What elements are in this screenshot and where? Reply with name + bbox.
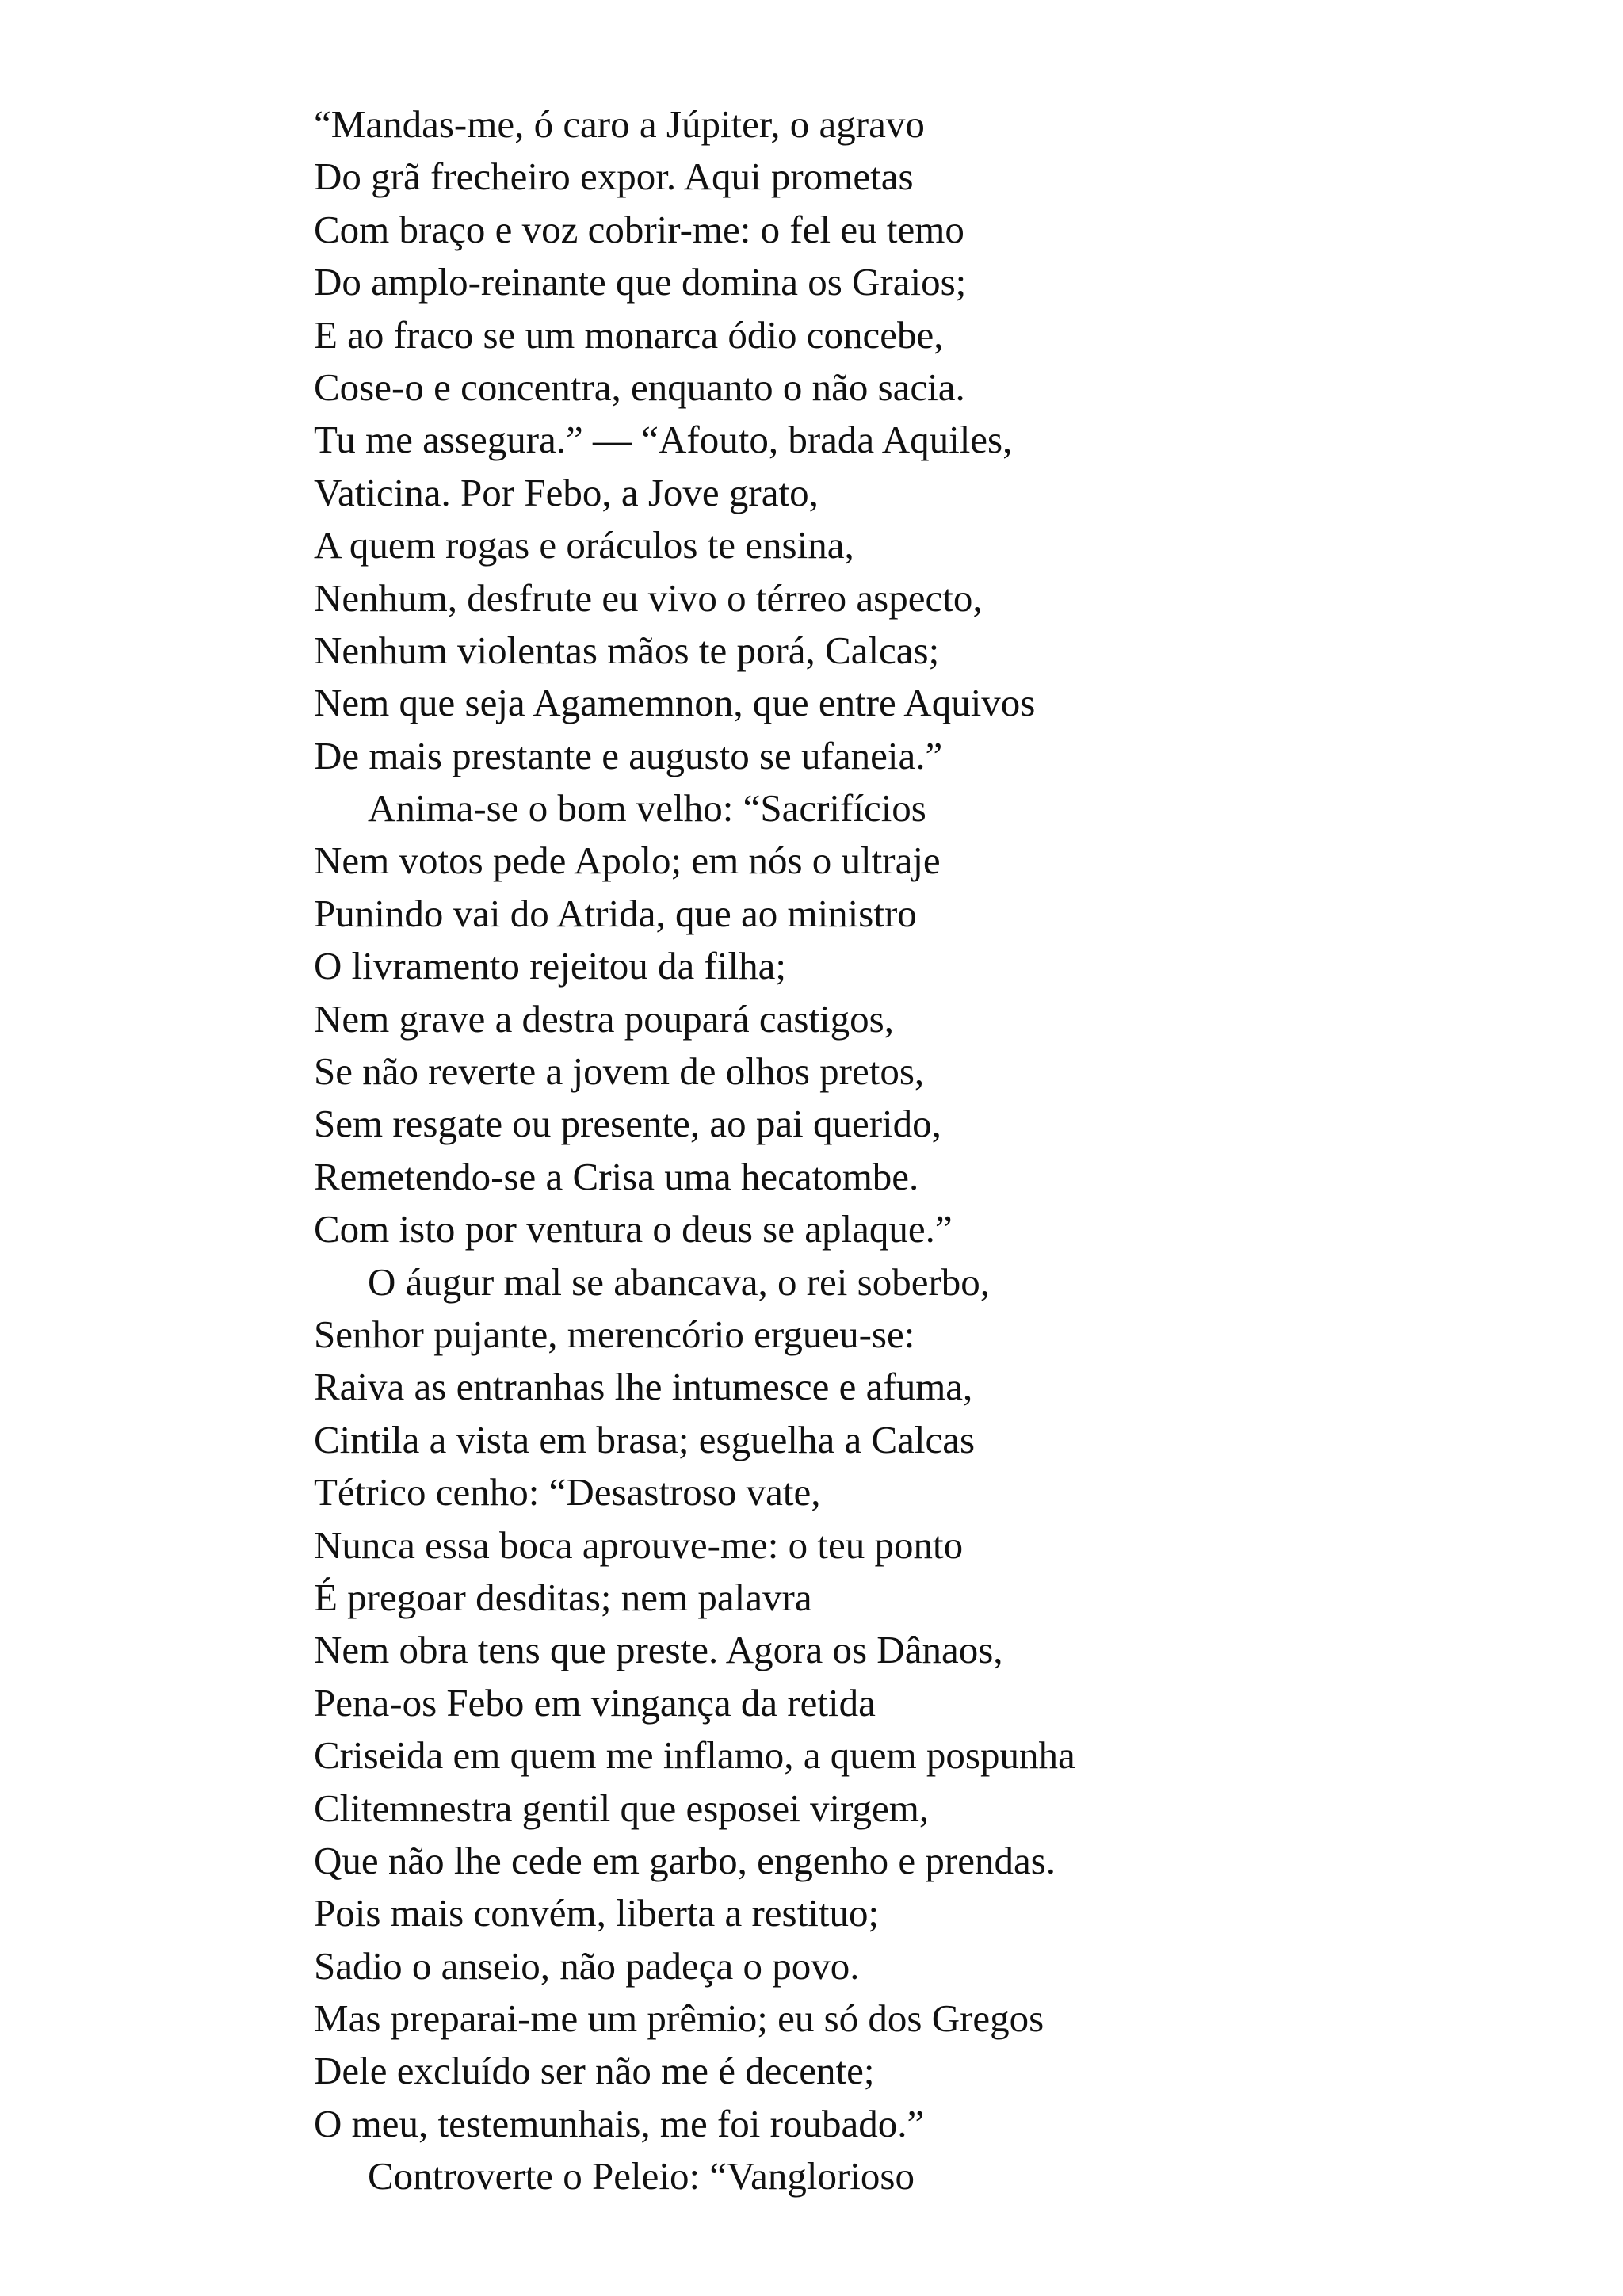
poem-line: Controverte o Peleio: “Vanglorioso	[368, 2154, 915, 2199]
poem-line: Pena-os Febo em vingança da retida	[314, 1680, 876, 1725]
poem-line: Senhor pujante, merencório ergueu-se:	[314, 1312, 915, 1356]
poem-line: Com braço e voz cobrir-me: o fel eu temo	[314, 207, 964, 251]
poem-line: É pregoar desditas; nem palavra	[314, 1575, 812, 1619]
poem-line: Pois mais convém, liberta a restituo;	[314, 1891, 880, 1935]
poem-line: A quem rogas e oráculos te ensina,	[314, 523, 854, 567]
poem-line: Remetendo-se a Crisa uma hecatombe.	[314, 1154, 919, 1198]
poem-line: Dele excluído ser não me é decente;	[314, 2049, 875, 2093]
poem-line: Sem resgate ou presente, ao pai querido,	[314, 1102, 941, 1146]
poem-line: O livramento rejeitou da filha;	[314, 944, 786, 988]
poem-line: Do grã frecheiro expor. Aqui prometas	[314, 155, 914, 199]
poem-line: Nem que seja Agamemnon, que entre Aquivos	[314, 681, 1036, 725]
poem-line: De mais prestante e augusto se ufaneia.”	[314, 733, 943, 777]
poem-line: Criseida em quem me inflamo, a quem pospunha	[314, 1733, 1075, 1778]
poem-line: Mas preparai-me um prêmio; eu só dos Gregos	[314, 1996, 1044, 2041]
poem-line: Punindo vai do Atrida, que ao ministro	[314, 891, 917, 935]
poem-line: O meu, testemunhais, me foi roubado.”	[314, 2101, 925, 2145]
poem-line: Cose-o e concentra, enquanto o não sacia.	[314, 365, 965, 409]
poem-line: Que não lhe cede em garbo, engenho e prendas.	[314, 1838, 1056, 1882]
poem-line: Clitemnestra gentil que esposei virgem,	[314, 1786, 930, 1830]
poem-line: Cintila a vista em brasa; esguelha a Calcas	[314, 1417, 976, 1461]
poem-line: Nem obra tens que preste. Agora os Dânaos,	[314, 1628, 1003, 1672]
poem-line: Vaticina. Por Febo, a Jove grato,	[314, 470, 819, 514]
poem-line: Com isto por ventura o deus se aplaque.”	[314, 1207, 953, 1251]
poem-line: Nem votos pede Apolo; em nós o ultraje	[314, 839, 941, 883]
poem-line: Nenhum violentas mãos te porá, Calcas;	[314, 628, 940, 672]
poem-line: Anima-se o bom velho: “Sacrifícios	[368, 786, 926, 831]
poem-line: “Mandas-me, ó caro a Júpiter, o agravo	[314, 102, 925, 146]
poem-line: Se não reverte a jovem de olhos pretos,	[314, 1049, 925, 1094]
poem-line: Do amplo-reinante que domina os Graios;	[314, 260, 967, 304]
poem-line: Nenhum, desfrute eu vivo o térreo aspecto,	[314, 575, 983, 620]
poem-line: Raiva as entranhas lhe intumesce e afuma,	[314, 1365, 973, 1409]
poem-line: E ao fraco se um monarca ódio concebe,	[314, 312, 944, 357]
poem-line: O áugur mal se abancava, o rei soberbo,	[368, 1259, 991, 1304]
poem-line: Nem grave a destra poupará castigos,	[314, 996, 894, 1041]
poem-line: Sadio o anseio, não padeça o povo.	[314, 1943, 860, 1988]
poem-text	[314, 98, 1550, 2203]
poem-line: Tu me assegura.” — “Afouto, brada Aquiles,	[314, 418, 1013, 462]
poem-line: Tétrico cenho: “Desastroso vate,	[314, 1470, 821, 1515]
poem-line: Nunca essa boca aprouve-me: o teu ponto	[314, 1522, 964, 1567]
